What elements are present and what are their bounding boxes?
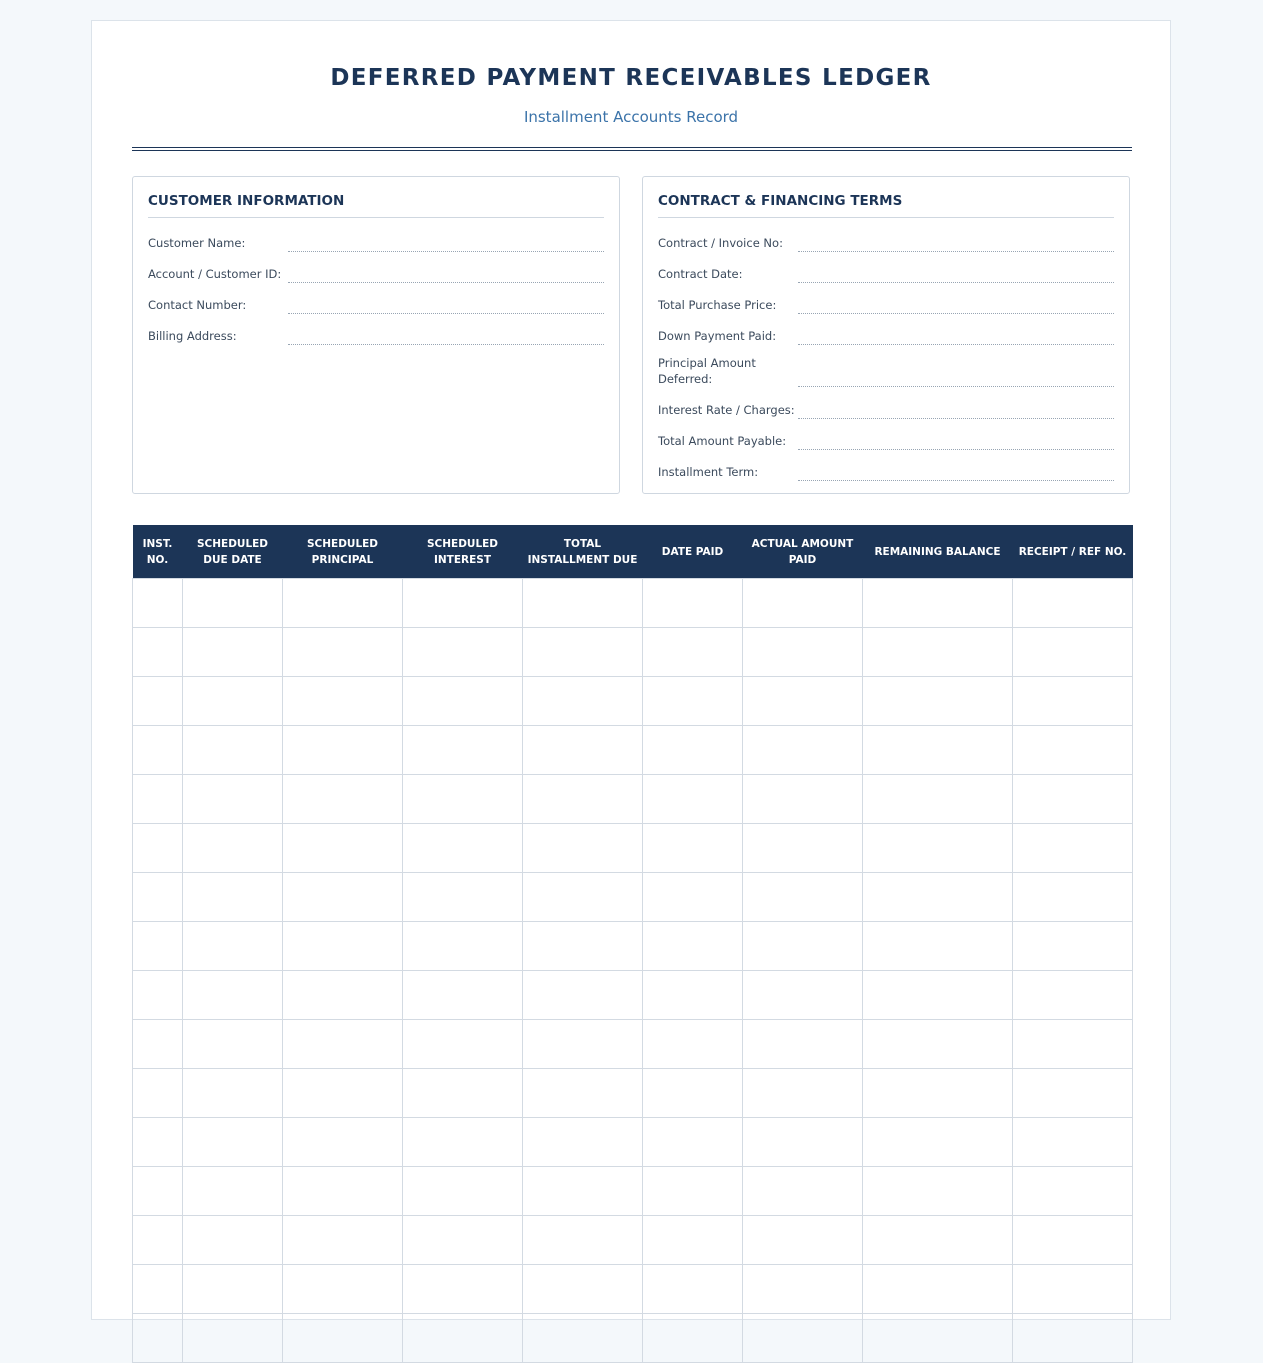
table-cell[interactable] <box>133 579 183 628</box>
field-label: Contract Date: <box>658 267 743 281</box>
contract-terms-section <box>642 176 1130 494</box>
table-cell[interactable] <box>743 1265 863 1314</box>
table-cell[interactable] <box>523 922 643 971</box>
field-label: Principal Amount Deferred: <box>658 356 756 386</box>
table-cell[interactable] <box>1013 1118 1133 1167</box>
principal-deferred-field <box>658 355 1114 389</box>
table-cell[interactable] <box>863 1216 1013 1265</box>
table-row <box>133 775 1133 824</box>
table-cell[interactable] <box>743 1020 863 1069</box>
table-cell[interactable] <box>183 873 283 922</box>
table-cell[interactable] <box>643 824 743 873</box>
table-cell[interactable] <box>643 1118 743 1167</box>
table-cell[interactable] <box>523 824 643 873</box>
billing-address-field <box>148 328 604 346</box>
table-cell[interactable] <box>403 873 523 922</box>
table-cell[interactable] <box>183 1069 283 1118</box>
table-cell[interactable] <box>743 775 863 824</box>
table-cell[interactable] <box>183 971 283 1020</box>
table-row <box>133 824 1133 873</box>
table-cell[interactable] <box>283 1118 403 1167</box>
table-cell[interactable] <box>283 1314 403 1363</box>
table-cell[interactable] <box>283 922 403 971</box>
table-cell[interactable] <box>863 628 1013 677</box>
table-cell[interactable] <box>1013 775 1133 824</box>
table-cell[interactable] <box>183 1314 283 1363</box>
principal-deferred-input[interactable] <box>798 386 1114 387</box>
installment-term-input[interactable] <box>798 480 1114 481</box>
table-cell[interactable] <box>1013 971 1133 1020</box>
table-row <box>133 1020 1133 1069</box>
table-cell[interactable] <box>1013 922 1133 971</box>
table-cell[interactable] <box>523 1265 643 1314</box>
table-cell[interactable] <box>863 1265 1013 1314</box>
table-cell[interactable] <box>523 1020 643 1069</box>
table-cell[interactable] <box>863 726 1013 775</box>
table-row <box>133 628 1133 677</box>
table-cell[interactable] <box>743 824 863 873</box>
table-cell[interactable] <box>863 1020 1013 1069</box>
table-cell[interactable] <box>183 922 283 971</box>
table-cell[interactable] <box>643 922 743 971</box>
table-cell[interactable] <box>863 775 1013 824</box>
table-cell[interactable] <box>643 1216 743 1265</box>
table-cell[interactable] <box>743 1069 863 1118</box>
table-cell[interactable] <box>523 1314 643 1363</box>
table-row <box>133 922 1133 971</box>
table-cell[interactable] <box>1013 1314 1133 1363</box>
table-cell[interactable] <box>283 971 403 1020</box>
field-label: Customer Name: <box>148 236 246 250</box>
table-cell[interactable] <box>643 873 743 922</box>
table-cell[interactable] <box>643 1167 743 1216</box>
field-label: Down Payment Paid: <box>658 329 777 343</box>
table-cell[interactable] <box>1013 1265 1133 1314</box>
table-cell[interactable] <box>643 1314 743 1363</box>
contract-terms-title: CONTRACT & FINANCING TERMS <box>658 193 1114 218</box>
table-cell[interactable] <box>523 677 643 726</box>
table-cell[interactable] <box>743 971 863 1020</box>
table-cell[interactable] <box>283 1216 403 1265</box>
table-cell[interactable] <box>743 628 863 677</box>
table-cell[interactable] <box>643 677 743 726</box>
column-header-total-due: TOTAL INSTALLMENT DUE <box>523 525 643 579</box>
contact-number-input[interactable] <box>288 313 604 314</box>
column-header-principal: SCHEDULED PRINCIPAL <box>283 525 403 579</box>
table-cell[interactable] <box>863 824 1013 873</box>
table-cell[interactable] <box>743 579 863 628</box>
table-cell[interactable] <box>1013 1020 1133 1069</box>
table-cell[interactable] <box>403 628 523 677</box>
table-cell[interactable] <box>283 628 403 677</box>
table-cell[interactable] <box>863 1314 1013 1363</box>
field-label: Interest Rate / Charges: <box>658 403 795 417</box>
table-cell[interactable] <box>743 1216 863 1265</box>
table-cell[interactable] <box>403 1167 523 1216</box>
table-cell[interactable] <box>523 971 643 1020</box>
table-cell[interactable] <box>133 1069 183 1118</box>
table-cell[interactable] <box>133 971 183 1020</box>
table-cell[interactable] <box>283 1020 403 1069</box>
table-cell[interactable] <box>183 1167 283 1216</box>
table-cell[interactable] <box>743 726 863 775</box>
table-cell[interactable] <box>183 775 283 824</box>
column-header-date-paid: DATE PAID <box>643 525 743 579</box>
billing-address-input[interactable] <box>288 344 604 345</box>
table-cell[interactable] <box>743 922 863 971</box>
table-cell[interactable] <box>403 1118 523 1167</box>
table-cell[interactable] <box>183 677 283 726</box>
table-cell[interactable] <box>283 677 403 726</box>
ledger-table <box>132 525 1133 1363</box>
column-header-due-date: SCHEDULED DUE DATE <box>183 525 283 579</box>
down-payment-field <box>658 328 1114 346</box>
table-cell[interactable] <box>133 873 183 922</box>
table-cell[interactable] <box>183 579 283 628</box>
header-divider <box>132 147 1132 151</box>
table-cell[interactable] <box>403 1216 523 1265</box>
table-cell[interactable] <box>643 1265 743 1314</box>
table-cell[interactable] <box>183 824 283 873</box>
table-cell[interactable] <box>1013 824 1133 873</box>
table-cell[interactable] <box>863 971 1013 1020</box>
customer-info-section <box>132 176 620 494</box>
table-cell[interactable] <box>403 1265 523 1314</box>
field-label: Account / Customer ID: <box>148 267 282 281</box>
total-purchase-price-input[interactable] <box>798 313 1114 314</box>
column-header-inst-no: INST. NO. <box>133 525 183 579</box>
total-purchase-price-field <box>658 297 1114 315</box>
contract-invoice-input[interactable] <box>798 251 1114 252</box>
table-row <box>133 726 1133 775</box>
table-row <box>133 1265 1133 1314</box>
page-subtitle: Installment Accounts Record <box>523 108 739 126</box>
table-cell[interactable] <box>403 824 523 873</box>
table-cell[interactable] <box>133 1314 183 1363</box>
table-cell[interactable] <box>133 775 183 824</box>
table-cell[interactable] <box>283 579 403 628</box>
field-label: Contact Number: <box>148 298 247 312</box>
table-cell[interactable] <box>523 1069 643 1118</box>
table-row <box>133 677 1133 726</box>
column-header-receipt: RECEIPT / REF NO. <box>1013 525 1133 579</box>
table-cell[interactable] <box>863 1118 1013 1167</box>
table-row <box>133 971 1133 1020</box>
customer-info-title: CUSTOMER INFORMATION <box>148 193 604 218</box>
ledger-page <box>91 20 1171 1320</box>
table-cell[interactable] <box>1013 1167 1133 1216</box>
table-cell[interactable] <box>403 1069 523 1118</box>
table-cell[interactable] <box>403 677 523 726</box>
ledger-header-row <box>133 525 1133 579</box>
contract-date-field <box>658 266 1114 284</box>
account-id-input[interactable] <box>288 282 604 283</box>
table-cell[interactable] <box>523 1216 643 1265</box>
table-cell[interactable] <box>643 579 743 628</box>
table-cell[interactable] <box>133 1216 183 1265</box>
table-cell[interactable] <box>1013 726 1133 775</box>
interest-rate-input[interactable] <box>798 418 1114 419</box>
table-row <box>133 873 1133 922</box>
total-amount-payable-field <box>658 433 1114 451</box>
table-cell[interactable] <box>133 824 183 873</box>
field-label: Installment Term: <box>658 465 759 479</box>
table-cell[interactable] <box>133 677 183 726</box>
table-cell[interactable] <box>403 726 523 775</box>
table-cell[interactable] <box>743 677 863 726</box>
table-cell[interactable] <box>643 775 743 824</box>
customer-name-input[interactable] <box>288 251 604 252</box>
table-row <box>133 1314 1133 1363</box>
table-cell[interactable] <box>523 873 643 922</box>
table-cell[interactable] <box>133 1118 183 1167</box>
table-cell[interactable] <box>133 1265 183 1314</box>
table-cell[interactable] <box>643 726 743 775</box>
field-label: Billing Address: <box>148 329 237 343</box>
table-cell[interactable] <box>643 1069 743 1118</box>
table-cell[interactable] <box>863 1167 1013 1216</box>
table-cell[interactable] <box>743 1118 863 1167</box>
table-cell[interactable] <box>1013 873 1133 922</box>
table-cell[interactable] <box>743 873 863 922</box>
table-cell[interactable] <box>283 1069 403 1118</box>
interest-rate-field <box>658 402 1114 420</box>
table-cell[interactable] <box>183 1216 283 1265</box>
table-cell[interactable] <box>1013 628 1133 677</box>
table-cell[interactable] <box>1013 677 1133 726</box>
table-cell[interactable] <box>183 1118 283 1167</box>
total-amount-payable-input[interactable] <box>798 449 1114 450</box>
table-cell[interactable] <box>523 1118 643 1167</box>
table-row <box>133 579 1133 628</box>
down-payment-input[interactable] <box>798 344 1114 345</box>
table-cell[interactable] <box>403 775 523 824</box>
table-cell[interactable] <box>403 1020 523 1069</box>
account-id-field <box>148 266 604 284</box>
table-cell[interactable] <box>643 971 743 1020</box>
table-cell[interactable] <box>863 922 1013 971</box>
customer-name-field <box>148 235 604 253</box>
table-cell[interactable] <box>283 873 403 922</box>
table-cell[interactable] <box>523 579 643 628</box>
contract-date-input[interactable] <box>798 282 1114 283</box>
table-cell[interactable] <box>183 1020 283 1069</box>
table-row <box>133 1216 1133 1265</box>
table-cell[interactable] <box>863 579 1013 628</box>
field-label: Total Purchase Price: <box>658 298 777 312</box>
column-header-interest: SCHEDULED INTEREST <box>403 525 523 579</box>
installment-term-field <box>658 464 1114 482</box>
table-cell[interactable] <box>523 775 643 824</box>
table-cell[interactable] <box>523 726 643 775</box>
table-cell[interactable] <box>643 628 743 677</box>
column-header-amount-paid: ACTUAL AMOUNT PAID <box>743 525 863 579</box>
table-cell[interactable] <box>283 1265 403 1314</box>
table-cell[interactable] <box>863 677 1013 726</box>
table-row <box>133 1167 1133 1216</box>
table-cell[interactable] <box>1013 1216 1133 1265</box>
table-cell[interactable] <box>863 873 1013 922</box>
table-cell[interactable] <box>183 1265 283 1314</box>
table-cell[interactable] <box>283 824 403 873</box>
table-cell[interactable] <box>1013 1069 1133 1118</box>
table-cell[interactable] <box>643 1020 743 1069</box>
table-cell[interactable] <box>743 1314 863 1363</box>
field-label: Total Amount Payable: <box>658 434 787 448</box>
page-title: DEFERRED PAYMENT RECEIVABLES LEDGER <box>330 65 932 91</box>
column-header-balance: REMAINING BALANCE <box>863 525 1013 579</box>
table-cell[interactable] <box>403 1314 523 1363</box>
table-cell[interactable] <box>403 922 523 971</box>
table-cell[interactable] <box>183 628 283 677</box>
table-cell[interactable] <box>523 1167 643 1216</box>
table-cell[interactable] <box>133 1020 183 1069</box>
table-cell[interactable] <box>183 726 283 775</box>
table-cell[interactable] <box>133 628 183 677</box>
table-cell[interactable] <box>133 922 183 971</box>
table-cell[interactable] <box>523 628 643 677</box>
field-label: Contract / Invoice No: <box>658 236 783 250</box>
contact-number-field <box>148 297 604 315</box>
table-cell[interactable] <box>283 1167 403 1216</box>
table-cell[interactable] <box>133 726 183 775</box>
table-cell[interactable] <box>863 1069 1013 1118</box>
table-cell[interactable] <box>283 775 403 824</box>
table-row <box>133 1069 1133 1118</box>
table-cell[interactable] <box>1013 579 1133 628</box>
contract-invoice-field <box>658 235 1114 253</box>
table-row <box>133 1118 1133 1167</box>
table-cell[interactable] <box>283 726 403 775</box>
table-cell[interactable] <box>743 1167 863 1216</box>
table-cell[interactable] <box>133 1167 183 1216</box>
table-cell[interactable] <box>403 579 523 628</box>
table-cell[interactable] <box>403 971 523 1020</box>
ledger-body <box>133 579 1133 1363</box>
